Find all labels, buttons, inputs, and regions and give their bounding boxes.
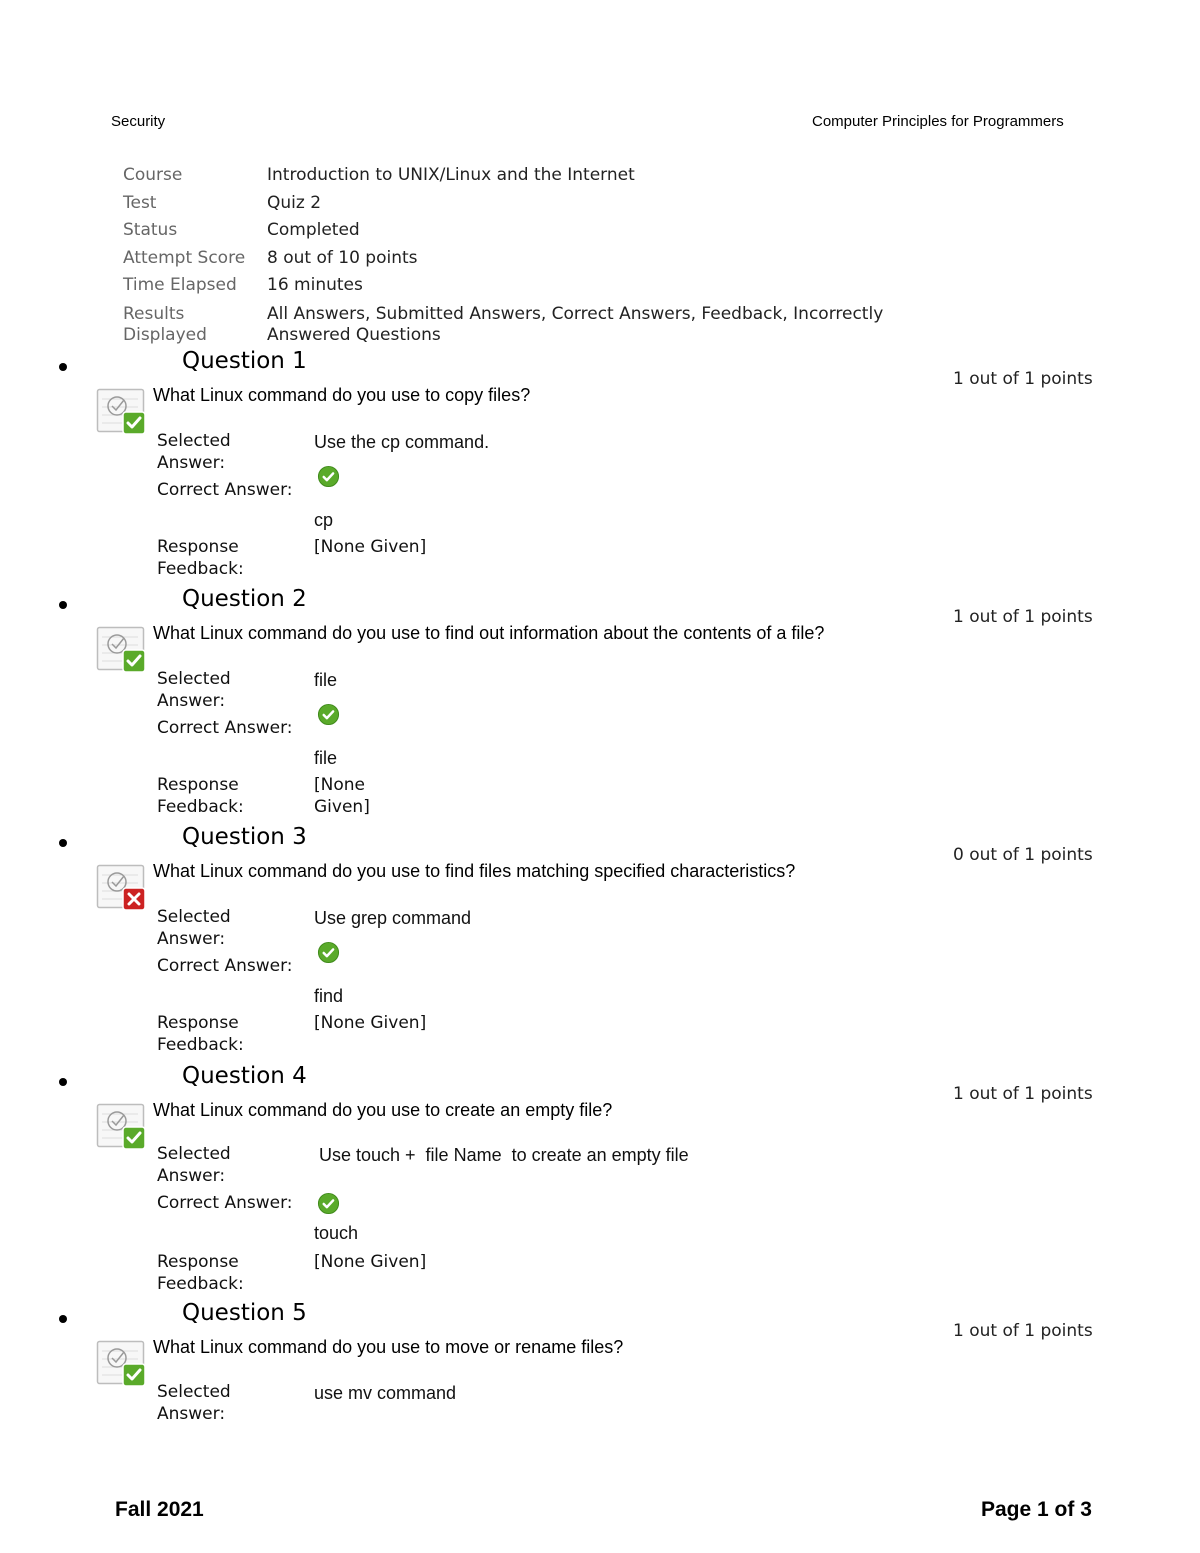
question-1 — [0, 347, 1200, 577]
meta-row-results — [123, 304, 967, 346]
correct-answer-label: Correct Answer: — [157, 956, 293, 976]
question-title: Question 4 — [182, 1063, 307, 1089]
meta-row-time — [123, 272, 967, 300]
meta-row-score — [123, 245, 967, 273]
question-text: What Linux command do you use to find files matching specified characteristics? — [153, 861, 796, 881]
bullet — [59, 1315, 67, 1323]
question-title: Question 2 — [182, 586, 307, 612]
response-feedback-value: [None Given] — [314, 1013, 427, 1033]
check-circle-icon — [317, 1192, 340, 1215]
response-feedback-value: [None Given] — [314, 537, 427, 557]
selected-answer-label: Selected Answer: — [157, 669, 231, 711]
question-points: 1 out of 1 points — [953, 369, 1093, 389]
meta-value: Introduction to UNIX/Linux and the Internet — [267, 165, 635, 185]
question-title: Question 1 — [182, 348, 307, 374]
question-title: Question 3 — [182, 824, 307, 850]
check-circle-icon — [317, 941, 340, 964]
footer-term: Fall 2021 — [115, 1498, 204, 1521]
bullet — [59, 601, 67, 609]
question-title: Question 5 — [182, 1300, 307, 1326]
meta-value: 8 out of 10 points — [267, 247, 418, 268]
meta-key: Test — [123, 192, 157, 213]
response-feedback-value: [None Given] — [314, 775, 370, 817]
question-points: 1 out of 1 points — [953, 1321, 1093, 1341]
meta-value: 16 minutes — [267, 275, 363, 295]
question-points: 1 out of 1 points — [953, 607, 1093, 627]
response-feedback-label: Response Feedback: — [157, 537, 244, 579]
test-metadata — [123, 162, 967, 346]
bullet — [59, 363, 67, 371]
question-text: What Linux command do you use to move or rename files? — [153, 1337, 624, 1357]
selected-answer-value: file — [314, 670, 338, 690]
header-course-title: Computer Principles for Programmers — [812, 113, 1064, 130]
selected-answer-value: Use the cp command. — [314, 432, 490, 452]
question-text: What Linux command do you use to create an empty file? — [153, 1100, 613, 1120]
meta-key: Time Elapsed — [123, 275, 237, 295]
bullet — [59, 1078, 67, 1086]
footer-page-number: Page 1 of 3 — [981, 1498, 1092, 1521]
correct-answer-label: Correct Answer: — [157, 480, 293, 500]
correct-icon — [96, 625, 150, 677]
selected-answer-label: Selected Answer: — [157, 431, 231, 473]
question-points: 0 out of 1 points — [953, 845, 1093, 865]
selected-answer-value: use mv command — [314, 1383, 457, 1403]
selected-answer-value: Use touch + file Name to create an empty file — [314, 1145, 689, 1165]
correct-answer-label: Correct Answer: — [157, 1193, 293, 1213]
question-points: 1 out of 1 points — [953, 1084, 1093, 1104]
meta-value: All Answers, Submitted Answers, Correct Answers, Feedback, Incorrectly Answered Questions — [267, 303, 884, 345]
header-section-title: Security — [111, 113, 166, 130]
meta-row-course — [123, 162, 967, 190]
meta-value: Quiz 2 — [267, 192, 322, 213]
selected-answer-label: Selected Answer: — [157, 907, 231, 949]
meta-key: Attempt Score — [123, 247, 246, 268]
meta-row-test — [123, 190, 967, 218]
response-feedback-label: Response Feedback: — [157, 775, 244, 817]
meta-value: Completed — [267, 220, 360, 240]
response-feedback-label: Response Feedback: — [157, 1013, 244, 1055]
meta-key: Course — [123, 165, 183, 185]
check-circle-icon — [317, 703, 340, 726]
question-text: What Linux command do you use to copy files? — [153, 385, 531, 405]
meta-key: Results Displayed — [123, 303, 207, 345]
correct-icon — [96, 1102, 150, 1154]
question-2 — [0, 585, 1200, 815]
question-5 — [0, 1299, 1200, 1429]
correct-answer-value: find — [314, 986, 344, 1006]
selected-answer-value: Use grep command — [314, 908, 472, 928]
incorrect-icon — [96, 863, 150, 915]
selected-answer-label: Selected Answer: — [157, 1382, 231, 1424]
correct-answer-value: cp — [314, 510, 334, 530]
correct-answer-value: touch — [314, 1223, 359, 1243]
question-4 — [0, 1062, 1200, 1292]
selected-answer-label: Selected Answer: — [157, 1144, 231, 1186]
check-circle-icon — [317, 465, 340, 488]
response-feedback-label: Response Feedback: — [157, 1252, 244, 1294]
response-feedback-value: [None Given] — [314, 1252, 427, 1272]
correct-icon — [96, 387, 150, 439]
correct-answer-value: file — [314, 748, 338, 768]
question-3 — [0, 823, 1200, 1053]
correct-answer-label: Correct Answer: — [157, 718, 293, 738]
correct-icon — [96, 1339, 150, 1391]
question-text: What Linux command do you use to find out information about the contents of a file? — [153, 623, 825, 643]
meta-row-status — [123, 217, 967, 245]
bullet — [59, 839, 67, 847]
meta-key: Status — [123, 220, 178, 240]
